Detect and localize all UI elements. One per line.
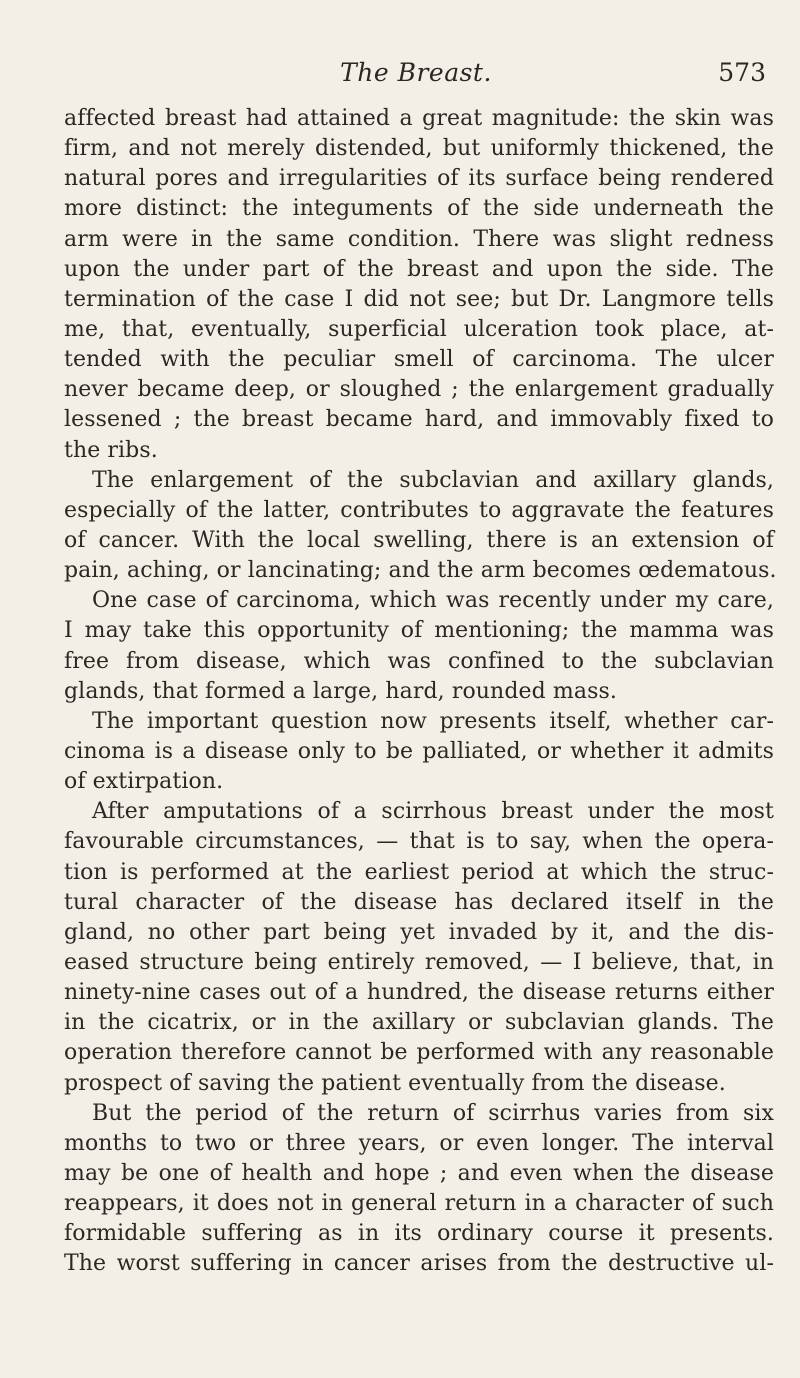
text-line: ninety-nine cases out of a hundred, the disease returns either xyxy=(64,980,774,1006)
page-number: 573 xyxy=(718,58,766,87)
paragraph-start-line: But the period of the return of scirrhus varies from six xyxy=(92,1100,774,1126)
text-line: cinoma is a disease only to be palliated, or whether it admits xyxy=(64,738,774,764)
text-line: months to two or three years, or even longer. The interval xyxy=(64,1130,774,1156)
text-line: in the cicatrix, or in the axillary or subclavian glands. The xyxy=(64,1010,774,1036)
text-line: lessened ; the breast became hard, and immovably fixed to xyxy=(64,407,774,433)
text-line: tended with the peculiar smell of carcinoma. The ulcer xyxy=(64,347,774,373)
text-line: pain, aching, or lancinating; and the arm becomes œdematous. xyxy=(64,558,777,584)
text-line: more distinct: the integuments of the side underneath the xyxy=(64,196,774,222)
text-line: The worst suffering in cancer arises from the destructive ul- xyxy=(64,1251,774,1277)
paragraph-start-line: One case of carcinoma, which was recently under my care, xyxy=(92,588,774,614)
text-line: tural character of the disease has declared itself in the xyxy=(64,889,774,915)
text-line: termination of the case I did not see; but Dr. Langmore tells xyxy=(64,286,774,312)
text-line: upon the under part of the breast and upon the side. The xyxy=(64,256,774,282)
text-line: may be one of health and hope ; and even when the disease xyxy=(64,1160,774,1186)
text-line: natural pores and irregularities of its surface being rendered xyxy=(64,166,774,192)
text-line: me, that, eventually, superficial ulceration took place, at- xyxy=(64,316,774,342)
text-line: reappears, it does not in general return in a character of such xyxy=(64,1191,774,1217)
text-line: arm were in the same condition. There was slight redness xyxy=(64,226,774,252)
text-line: prospect of saving the patient eventually from the disease. xyxy=(64,1070,726,1096)
text-line: affected breast had attained a great magnitude: the skin was xyxy=(64,106,774,131)
text-line: of cancer. With the local swelling, there is an extension of xyxy=(64,527,774,553)
body-text xyxy=(64,104,777,1279)
text-line: favourable circumstances, — that is to say, when the opera- xyxy=(64,829,774,855)
text-line: gland, no other part being yet invaded by it, and the dis- xyxy=(64,919,774,945)
text-line: of extirpation. xyxy=(64,769,224,795)
text-line: free from disease, which was confined to the subclavian xyxy=(64,648,774,674)
text-line: especially of the latter, contributes to aggravate the features xyxy=(64,497,774,523)
text-line: formidable suffering as in its ordinary course it presents. xyxy=(64,1221,774,1247)
running-title: The Breast. xyxy=(340,58,492,87)
text-line: operation therefore cannot be performed with any reasonable xyxy=(64,1040,774,1066)
text-line: the ribs. xyxy=(64,437,158,463)
text-line: tion is performed at the earliest period at which the struc- xyxy=(64,859,774,885)
text-line: glands, that formed a large, hard, rounded mass. xyxy=(64,678,617,704)
paragraph-start-line: The enlargement of the subclavian and axillary glands, xyxy=(92,467,774,493)
running-head xyxy=(66,58,766,92)
text-line: eased structure being entirely removed, — I believe, that, in xyxy=(64,949,774,975)
text-line: firm, and not merely distended, but uniformly thickened, the xyxy=(64,136,774,162)
paragraph-start-line: The important question now presents itself, whether car- xyxy=(92,708,774,734)
paragraph-start-line: After amputations of a scirrhous breast under the most xyxy=(92,799,774,825)
text-line: never became deep, or sloughed ; the enlargement gradually xyxy=(64,377,774,403)
text-line: I may take this opportunity of mentioning; the mamma was xyxy=(64,618,774,644)
